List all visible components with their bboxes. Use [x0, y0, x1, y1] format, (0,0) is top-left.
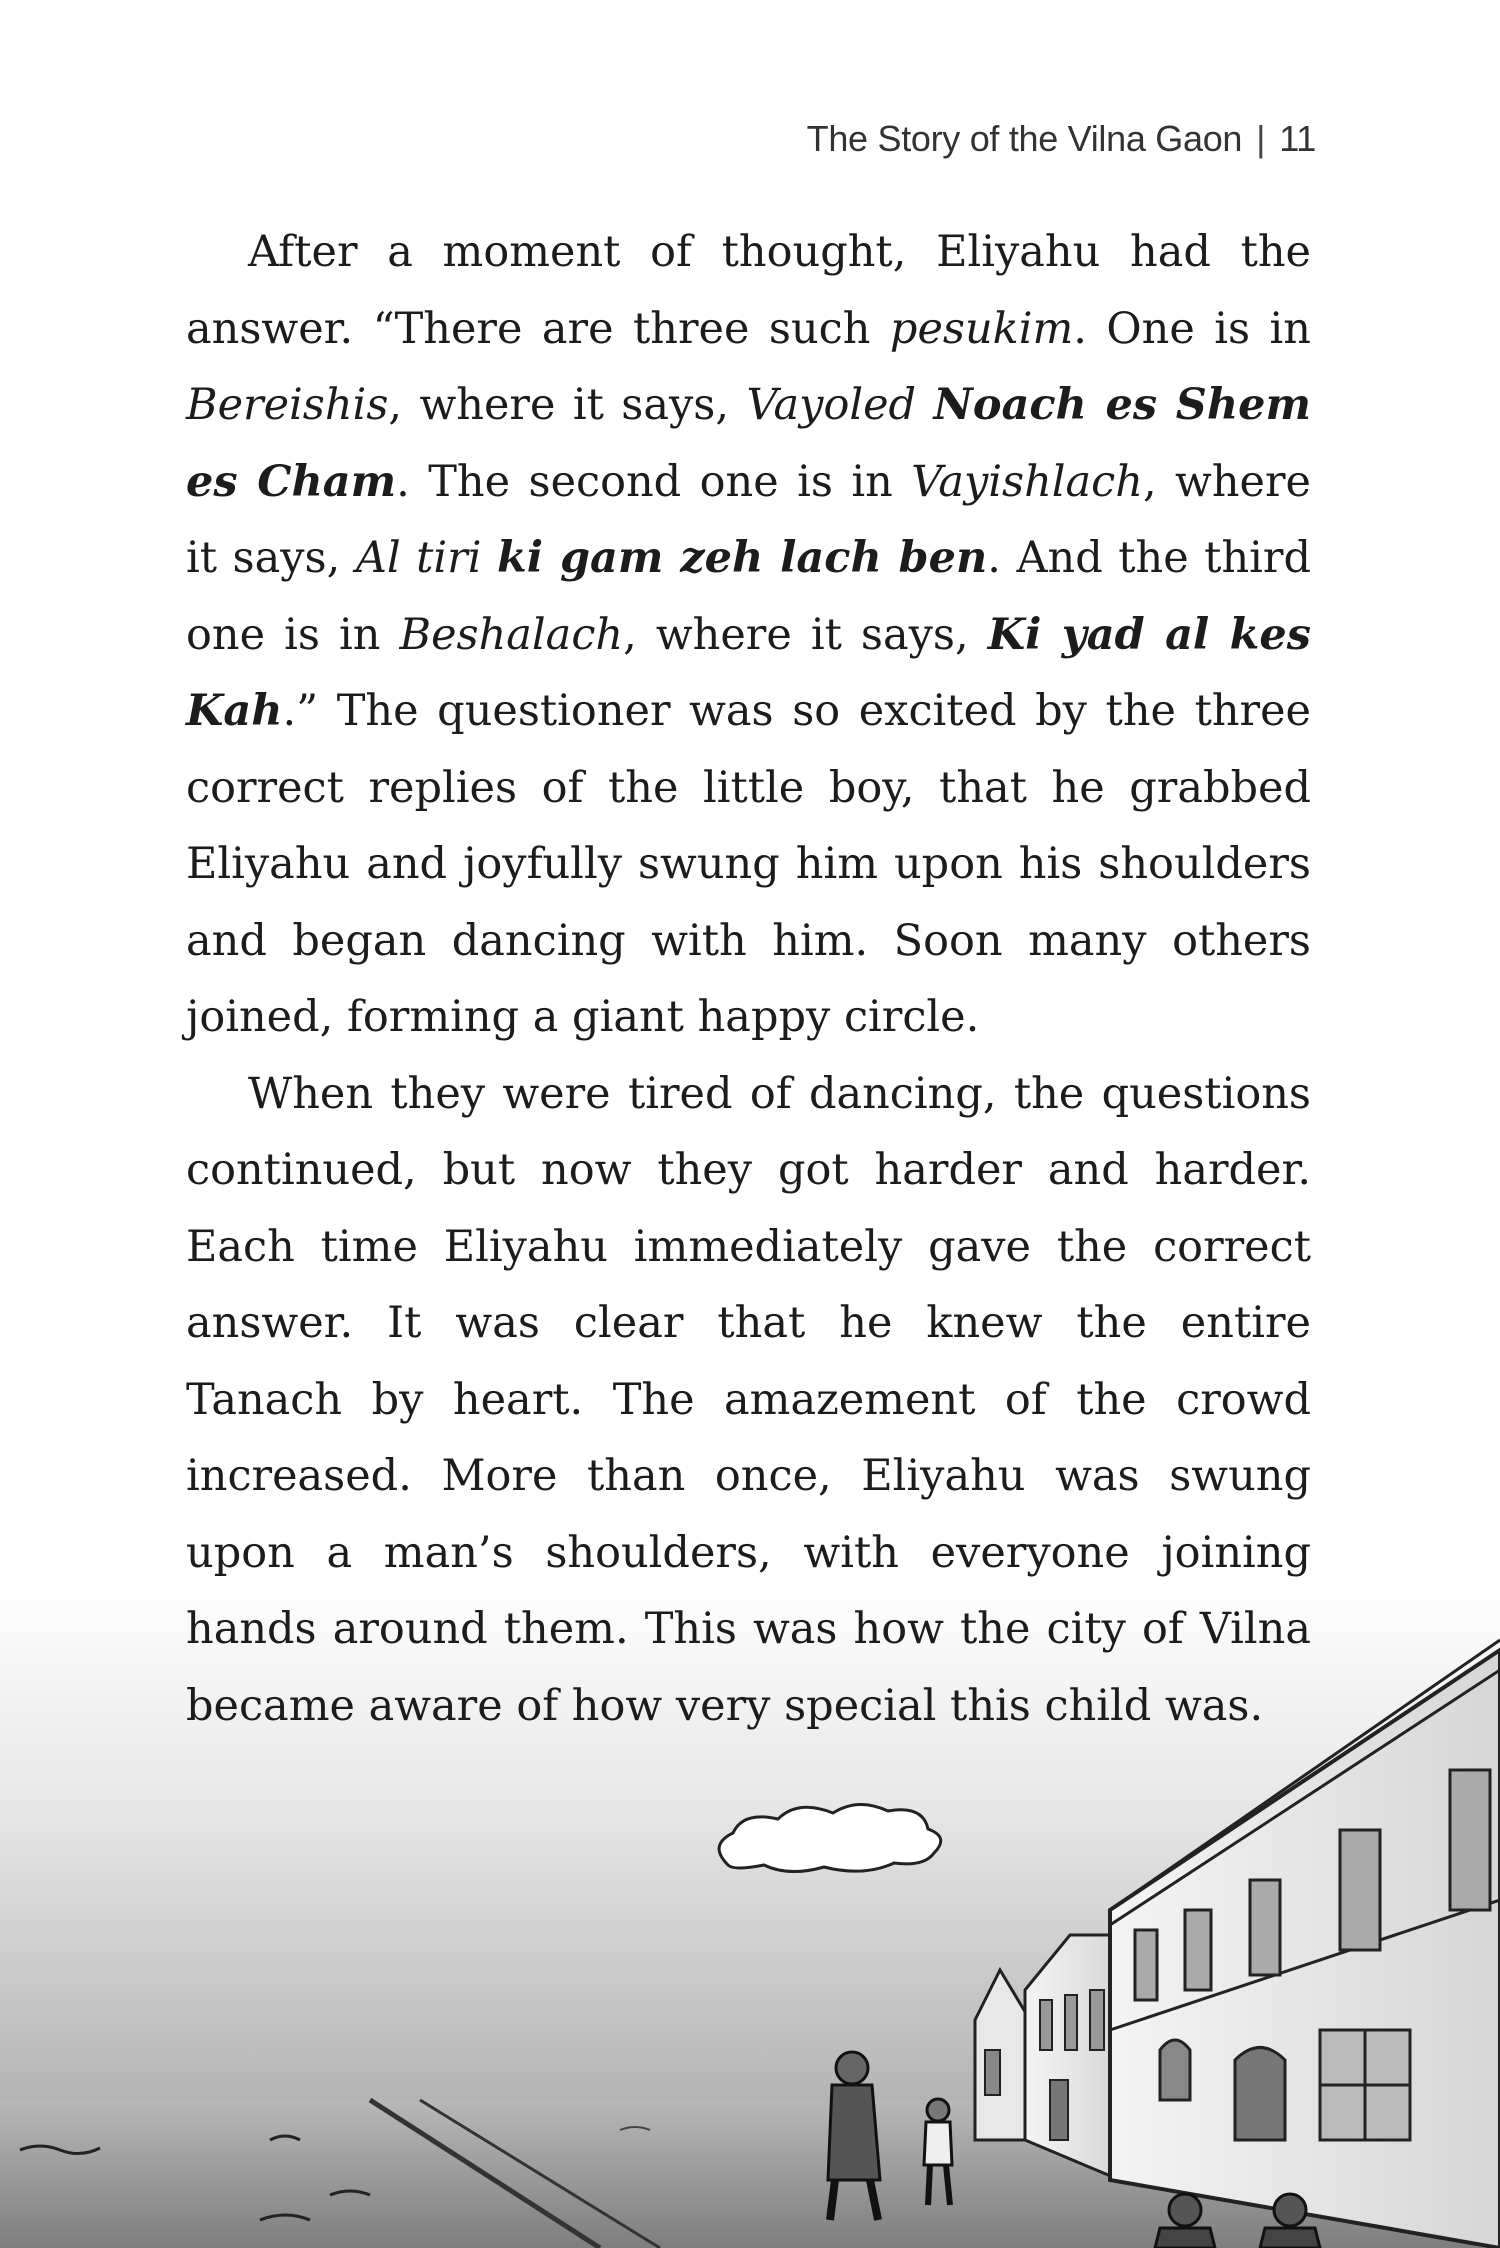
- window: [1135, 1930, 1157, 2000]
- text-run: , where it says,: [388, 380, 747, 430]
- mid-building: [1025, 1935, 1120, 2180]
- text-run: After a moment of thought, Eliyahu had the answer. “There are three such: [186, 227, 1311, 354]
- italic-term: Vayoled: [746, 380, 934, 430]
- text-run: .” The questioner was so excited by the three correct replies of the little boy, that he grabbed Eliyahu and joyfully swung him upon his shoulders and began dancing with him. Soon many others joined, forming a giant happy circle.: [186, 686, 1311, 1042]
- window: [985, 2050, 1000, 2095]
- bold-italic-quote: Noach es Shem es Cham: [186, 380, 1311, 507]
- bold-italic-quote: Ki yad al kes Kah: [186, 609, 1311, 736]
- arched-door: [1235, 2048, 1285, 2141]
- window: [1040, 2000, 1052, 2050]
- text-run: . One is in: [1073, 303, 1311, 354]
- door: [1050, 2080, 1068, 2140]
- paragraph-1: [186, 214, 1311, 1056]
- book-title: The Story of the Vilna Gaon: [806, 118, 1243, 159]
- window: [1065, 1995, 1077, 2050]
- window: [1185, 1910, 1211, 1990]
- header-separator: |: [1256, 118, 1266, 159]
- text-run: , where it says,: [623, 609, 988, 660]
- paragraph-2: When they were tired of dancing, the questions continued, but now they got harder and harder. Each time Eliyahu immediately gave the correct answer. It was clear that he knew the entire Tanach by heart. The amazement of the crowd increased. More than once, Eliyahu was swung upon a man’s shoulders, with everyone joining hands around them. This was how the city of Vilna became aware of how very special this child was.: [186, 1068, 1311, 1731]
- running-header: [807, 118, 1316, 160]
- window: [1250, 1880, 1280, 1975]
- italic-term: Beshalach: [399, 609, 624, 660]
- italic-term: Al tiri: [355, 533, 498, 583]
- page-number: 11: [1279, 118, 1316, 159]
- window: [1090, 1990, 1104, 2050]
- text-run: . The second one is in: [396, 456, 912, 507]
- bold-italic-quote: ki gam zeh lach ben: [497, 533, 988, 583]
- italic-term: pesukim: [889, 303, 1074, 354]
- window: [1450, 1770, 1490, 1910]
- text-run: , where it says,: [186, 456, 1311, 583]
- window: [1340, 1830, 1380, 1950]
- arched-window: [1160, 2040, 1190, 2100]
- text-run: . And the third one is in: [186, 533, 1311, 660]
- page-body: [186, 214, 1311, 1744]
- italic-term: Vayishlach: [911, 456, 1143, 507]
- italic-term: Bereishis: [186, 380, 389, 430]
